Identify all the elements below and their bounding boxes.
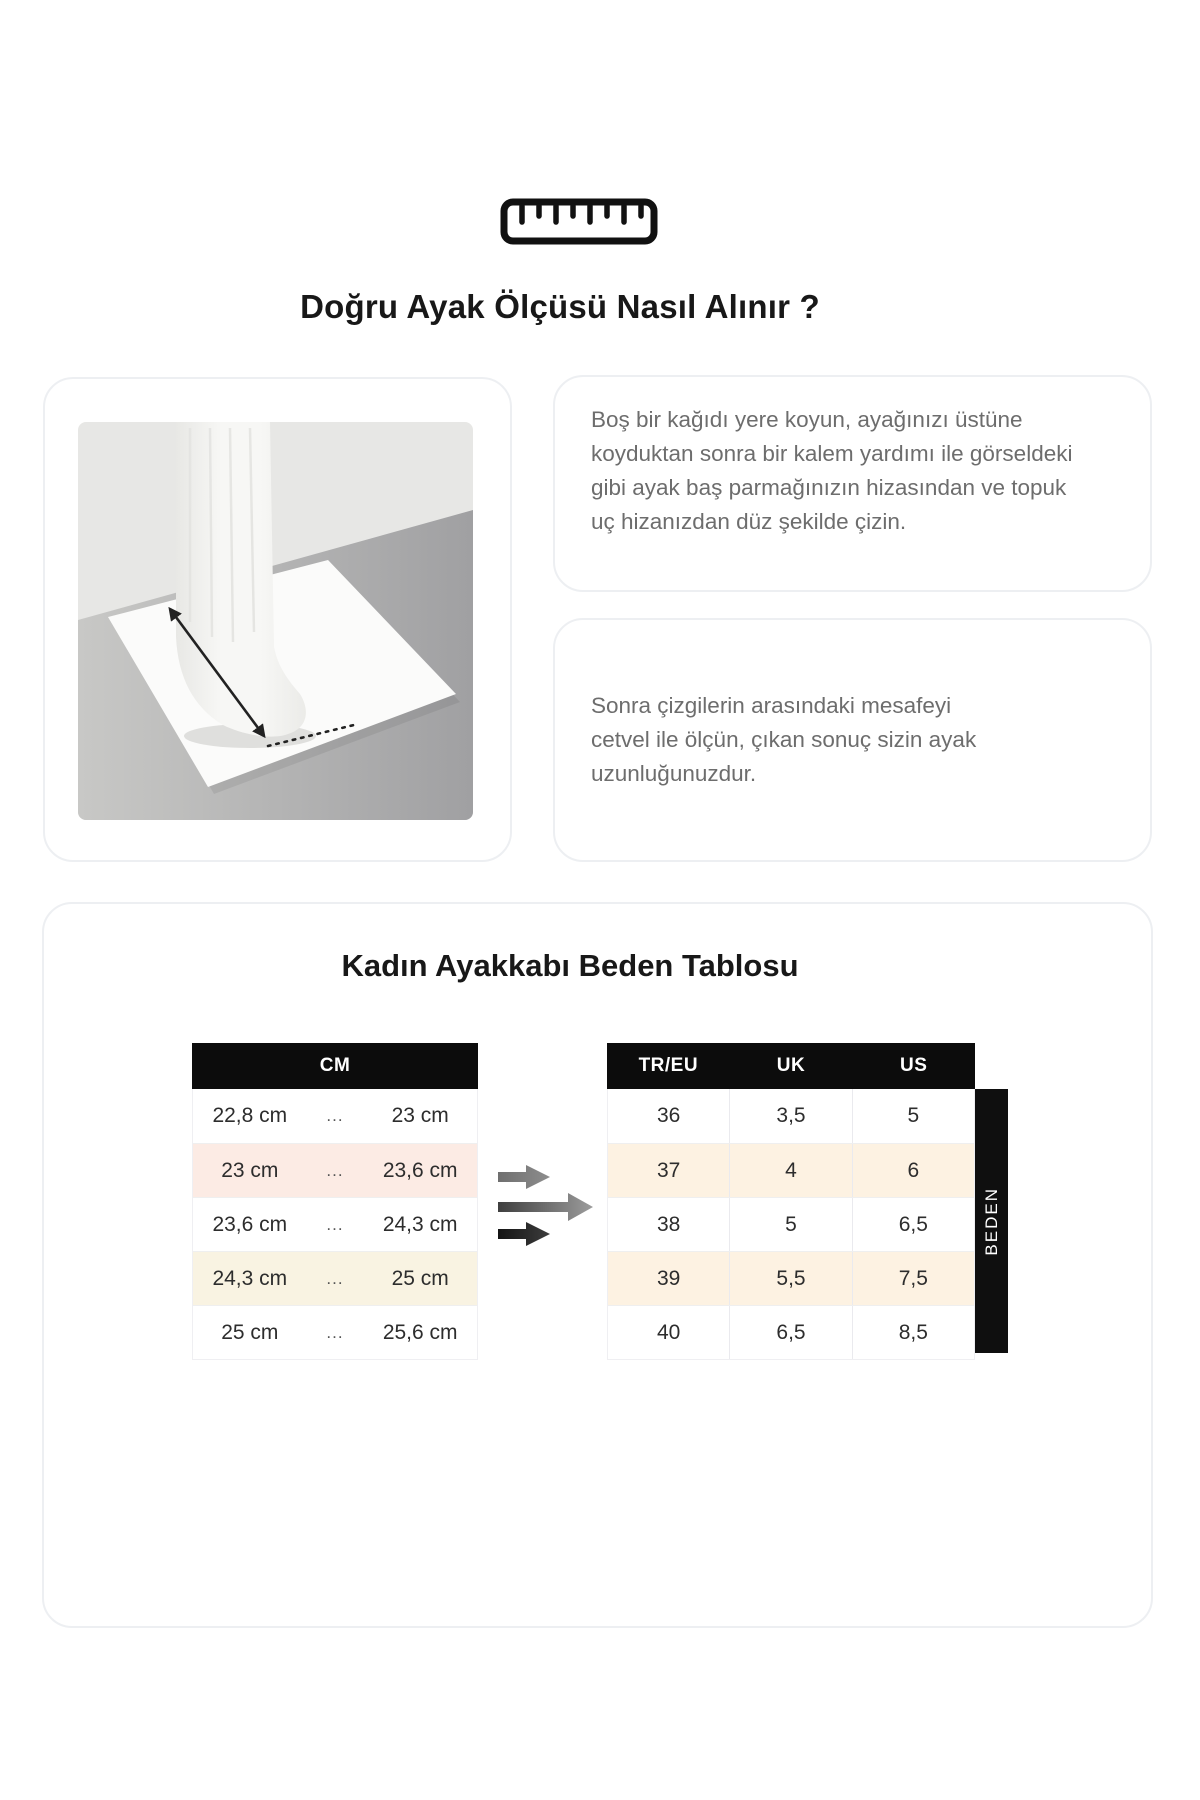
eu-table-header: TR/EU UK US: [607, 1043, 975, 1089]
eu-table-row: 39 5,5 7,5: [608, 1251, 974, 1305]
cm-table-row: 22,8 cm ... 23 cm: [212, 1104, 449, 1127]
eu-table-row: 37 4 6: [608, 1143, 974, 1197]
cm-table-header: CM: [192, 1043, 478, 1089]
transfer-arrows-icon: [496, 1163, 596, 1247]
size-chart-title: Kadın Ayakkabı Beden Tablosu: [341, 948, 799, 983]
instruction-text-2: Sonra çizgilerin arasındaki mesafeyi cetvel ile ölçün, çıkan sonuç sizin ayak uzunluğunuzdur.: [591, 693, 977, 786]
cm-table-row: 25 cm ... 25,6 cm: [193, 1305, 477, 1359]
beden-label: BEDEN: [981, 1186, 1001, 1256]
ruler-icon: [500, 198, 658, 245]
eu-table-row: 40 6,5 8,5: [608, 1305, 974, 1359]
beden-vertical-bar: [975, 1089, 1008, 1353]
instruction-text-1: Boş bir kağıdı yere koyun, ayağınızı üstüne koyduktan sonra bir kalem yardımı ile görseldeki gibi ayak baş parmağınızın hizasından ve topuk uç hizanızdan düz şekilde çizin.: [591, 407, 1073, 534]
foot-measurement-photo: [78, 422, 473, 820]
page-title: Doğru Ayak Ölçüsü Nasıl Alınır ?: [300, 288, 820, 325]
cm-table-row: 23,6 cm ... 24,3 cm: [193, 1197, 477, 1251]
cm-table: [192, 1043, 478, 1360]
instruction-card-1: [553, 375, 1152, 592]
eu-table-row: 36 3,5 5: [608, 1089, 974, 1143]
instruction-card-2: [553, 618, 1152, 862]
eu-size-table: [607, 1043, 975, 1360]
eu-table-row: 38 5 6,5: [608, 1197, 974, 1251]
cm-table-row: 24,3 cm ... 25 cm: [193, 1251, 477, 1305]
cm-table-row: 23 cm ... 23,6 cm: [193, 1143, 477, 1197]
